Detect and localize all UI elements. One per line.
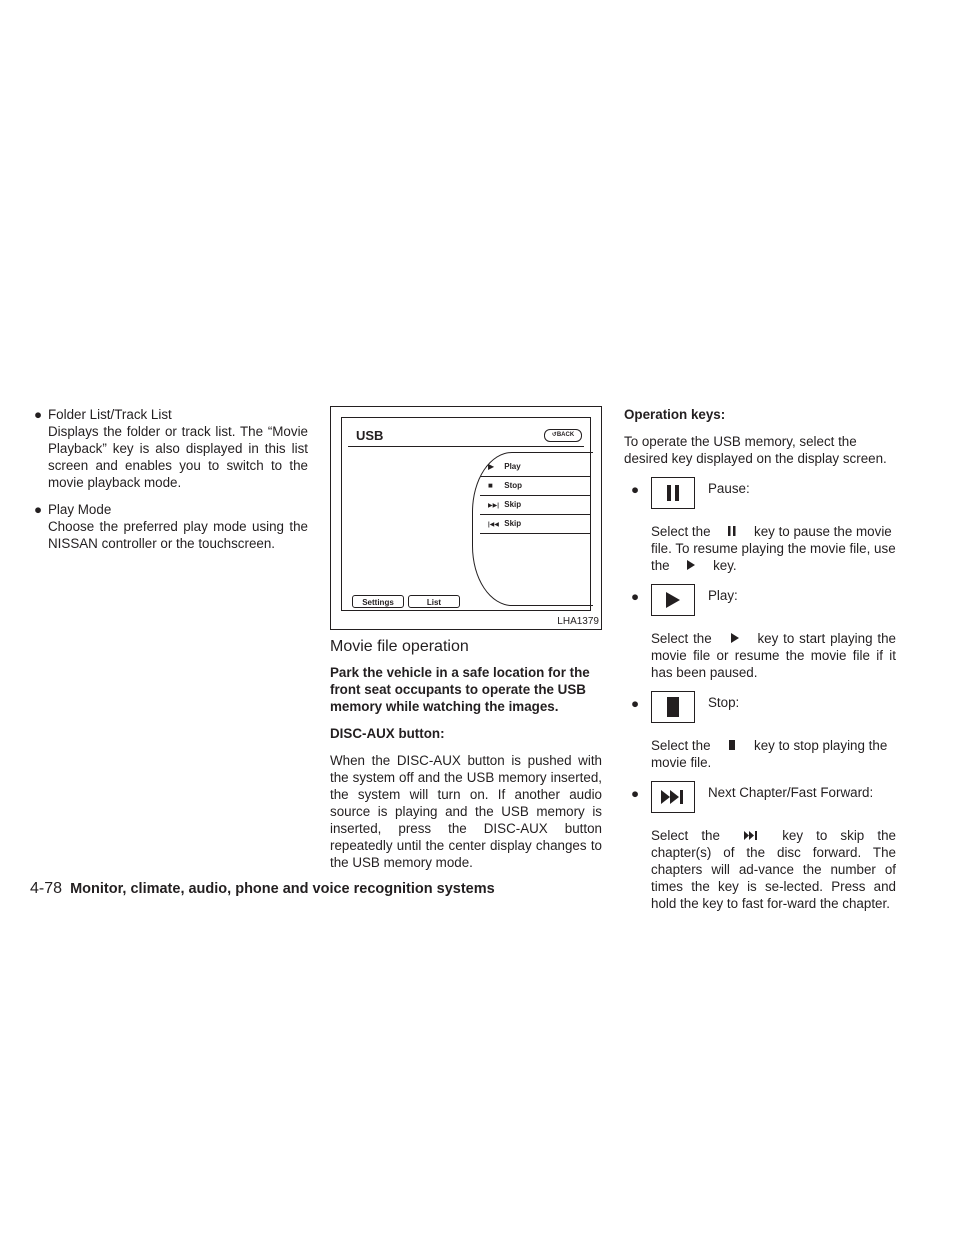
desc-text: Select the	[651, 828, 720, 843]
usb-screen-figure	[330, 406, 602, 630]
key-label: Play:	[708, 588, 738, 603]
play-icon: ▶	[488, 462, 495, 471]
desc-text: key to start playing the	[757, 631, 896, 646]
left-column	[34, 406, 308, 562]
skip-forward-icon	[651, 781, 695, 813]
list-button: List	[408, 595, 460, 608]
desc-text: Select the	[651, 738, 711, 753]
key-label: Pause:	[708, 481, 750, 496]
item-text: Choose the preferred play mode using the NISSAN controller or the touchscreen.	[48, 519, 308, 551]
play-icon	[651, 584, 695, 616]
disc-aux-text: When the DISC-AUX button is pushed with the system off and the USB memory inserted, the system will turn on. If another audio source is playing and the USB memory is inserted, press the DISC-AUX button repeatedly until the center display changes to the USB memory mode.	[330, 753, 602, 870]
bullet: ●	[34, 502, 43, 517]
skip-back-icon: |◀◀	[488, 522, 499, 528]
key-play	[624, 584, 896, 622]
desc-text: movie file.	[651, 755, 712, 770]
key-label: Stop:	[708, 695, 740, 710]
list-item	[34, 406, 308, 491]
bullet: ●	[631, 696, 640, 711]
usb-screen	[341, 417, 591, 611]
screen-title: USB	[356, 428, 384, 443]
skip-forward-icon	[733, 827, 769, 844]
desc-text: of the disc forward. The chapters will ad-vance the number of times the key is se-lected. Press and hold the key to fast for-ward the chapter.	[651, 845, 896, 911]
pause-icon	[651, 477, 695, 509]
divider	[348, 446, 584, 447]
middle-column	[330, 664, 602, 881]
figure-code: LHA1379	[557, 616, 599, 627]
bullet: ●	[631, 786, 640, 801]
key-next-chapter	[624, 781, 896, 819]
desc-text: key.	[713, 558, 737, 573]
key-stop	[624, 691, 896, 729]
section-heading: Movie file operation	[330, 638, 469, 655]
stop-description	[624, 737, 896, 771]
footer-title: Monitor, climate, audio, phone and voice recognition systems	[70, 881, 495, 897]
desc-text: the	[651, 558, 670, 573]
menu-item-play	[480, 458, 590, 477]
menu-label: Play	[504, 462, 521, 471]
settings-button: Settings	[352, 595, 404, 608]
desc-text: key to stop playing the	[754, 738, 888, 753]
bullet: ●	[631, 589, 640, 604]
right-column	[624, 406, 896, 922]
menu-label: Skip	[504, 519, 522, 528]
menu-label: Skip	[504, 500, 522, 509]
menu-item-stop	[480, 477, 590, 496]
item-title: Play Mode	[48, 502, 112, 517]
menu-item-skip-forward	[480, 496, 590, 515]
play-description	[624, 630, 896, 681]
pause-icon	[714, 523, 750, 540]
back-button: ↺BACK	[544, 429, 582, 442]
page-number: 4-78	[30, 880, 63, 897]
stop-icon	[714, 737, 750, 754]
page-footer	[30, 880, 495, 898]
operation-intro: To operate the USB memory, select the desired key displayed on the display screen.	[624, 434, 887, 466]
item-title: Folder List/Track List	[48, 407, 172, 422]
next-description	[624, 827, 896, 912]
bullet: ●	[34, 407, 43, 422]
key-pause	[624, 477, 896, 515]
desc-text: Select the	[651, 631, 712, 646]
menu-label: Stop	[504, 481, 523, 490]
bullet: ●	[631, 482, 640, 497]
item-text: Displays the folder or track list. The “Movie Playback” key is also displayed in this list screen and enables you to switch to the movie playback mode.	[48, 424, 308, 490]
stop-icon	[651, 691, 695, 723]
warning-text: Park the vehicle in a safe location for the front seat occupants to operate the USB memory while watching the images.	[330, 665, 590, 714]
key-label: Next Chapter/Fast Forward:	[708, 785, 874, 800]
operation-title: Operation keys:	[624, 407, 726, 422]
usb-menu	[480, 458, 590, 534]
play-icon	[673, 557, 709, 574]
menu-item-skip-back	[480, 515, 590, 534]
desc-text: Select the	[651, 524, 711, 539]
desc-text: key to pause the movie file.	[651, 524, 892, 556]
skip-forward-icon: ▶▶|	[488, 503, 499, 509]
desc-text: To resume playing the movie file, use	[675, 541, 896, 556]
play-icon	[717, 630, 753, 647]
disc-aux-title: DISC-AUX button:	[330, 726, 445, 741]
list-item	[34, 501, 308, 552]
desc-text: movie file or resume the movie file if it has been paused.	[651, 648, 896, 680]
pause-description	[624, 523, 896, 574]
stop-icon: ■	[488, 481, 493, 490]
desc-text: key to skip the chapter(s)	[651, 828, 896, 860]
